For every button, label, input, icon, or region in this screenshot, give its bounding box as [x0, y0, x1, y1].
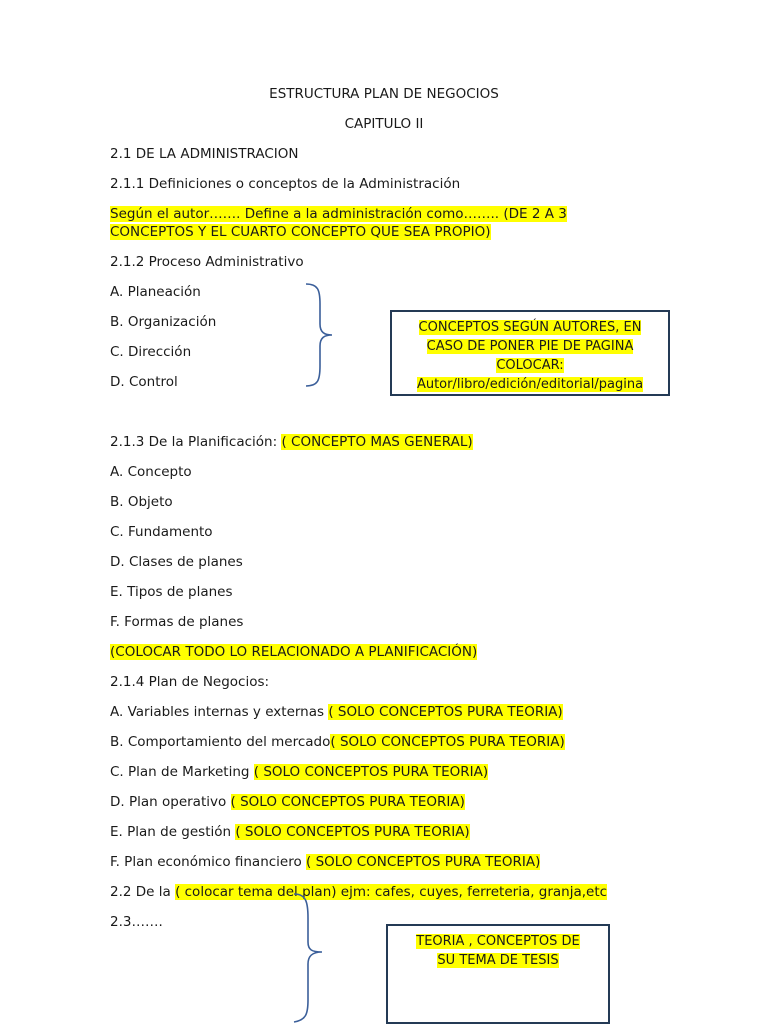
page-title: ESTRUCTURA PLAN DE NEGOCIOS [269, 86, 499, 102]
section-2-1-1: 2.1.1 Definiciones o conceptos de la Administración [110, 176, 461, 192]
list-item: A. Planeación [110, 284, 201, 300]
highlight-text: ( SOLO CONCEPTOS PURA TEORIA) [330, 734, 565, 750]
list-item: D. Plan operativo ( SOLO CONCEPTOS PURA TEORIA) [110, 794, 465, 810]
textbox-line: SU TEMA DE TESIS [437, 953, 559, 968]
section-2-1-3: 2.1.3 De la Planificación: ( CONCEPTO MAS GENERAL) [110, 434, 473, 450]
section-2-1-1-note-line2 [110, 224, 491, 241]
section-2-1-1-note-line1 [110, 206, 567, 223]
highlight-text: ( SOLO CONCEPTOS PURA TEORIA) [253, 764, 489, 780]
highlight-text: ( SOLO CONCEPTOS PURA TEORIA) [306, 854, 541, 870]
list-item: B. Comportamiento del mercado( SOLO CONCEPTOS PURA TEORIA) [110, 734, 565, 750]
list-item: A. Variables internas y externas ( SOLO CONCEPTOS PURA TEORIA) [110, 704, 563, 720]
section-2-3: 2.3……. [110, 914, 163, 930]
list-item: C. Fundamento [110, 524, 213, 540]
right-brace-icon [300, 280, 340, 390]
highlight-text: ( SOLO CONCEPTOS PURA TEORIA) [230, 794, 465, 810]
list-item: B. Objeto [110, 494, 173, 510]
section-2-1: 2.1 DE LA ADMINISTRACION [110, 146, 299, 162]
highlight-text: ( CONCEPTO MAS GENERAL) [281, 434, 473, 450]
textbox-line: CASO DE PONER PIE DE PAGINA [426, 339, 634, 354]
highlight-text: ( SOLO CONCEPTOS PURA TEORIA) [235, 824, 470, 840]
textbox-line: COLOCAR: [496, 358, 564, 373]
textbox-line: TEORIA , CONCEPTOS DE [416, 934, 580, 949]
list-item: C. Plan de Marketing ( SOLO CONCEPTOS PURA TEORIA) [110, 764, 489, 780]
textbox-line: CONCEPTOS SEGÚN AUTORES, EN [418, 320, 642, 335]
section-2-1-4: 2.1.4 Plan de Negocios: [110, 674, 270, 690]
thesis-theory-textbox [386, 924, 610, 1024]
list-item: E. Tipos de planes [110, 584, 233, 600]
list-item: F. Plan económico financiero ( SOLO CONCEPTOS PURA TEORIA) [110, 854, 541, 870]
list-item: A. Concepto [110, 464, 192, 480]
list-item: B. Organización [110, 314, 217, 330]
highlight-text: ( colocar tema del plan) ejm: cafes, cuyes, ferreteria, granja,etc [175, 884, 608, 900]
textbox-line: Autor/libro/edición/editorial/pagina [416, 377, 644, 392]
list-item: F. Formas de planes [110, 614, 244, 630]
highlight-text: Según el autor……. Define a la administración como…….. (DE 2 A 3 [110, 206, 567, 222]
list-item: E. Plan de gestión ( SOLO CONCEPTOS PURA TEORIA) [110, 824, 470, 840]
chapter-title: CAPITULO II [344, 116, 424, 132]
highlight-text: (COLOCAR TODO LO RELACIONADO A PLANIFICACIÓN) [110, 644, 478, 660]
section-2-1-2: 2.1.2 Proceso Administrativo [110, 254, 304, 270]
planning-note [110, 644, 477, 661]
highlight-text: CONCEPTOS Y EL CUARTO CONCEPTO QUE SEA PROPIO) [110, 224, 491, 240]
section-2-2: 2.2 De la ( colocar tema del plan) ejm: cafes, cuyes, ferreteria, granja,etc [110, 884, 608, 900]
list-item: D. Clases de planes [110, 554, 243, 570]
list-item: C. Dirección [110, 344, 192, 360]
right-brace-icon [288, 890, 332, 1024]
list-item: D. Control [110, 374, 178, 390]
highlight-text: ( SOLO CONCEPTOS PURA TEORIA) [328, 704, 563, 720]
concepts-textbox [390, 310, 670, 396]
